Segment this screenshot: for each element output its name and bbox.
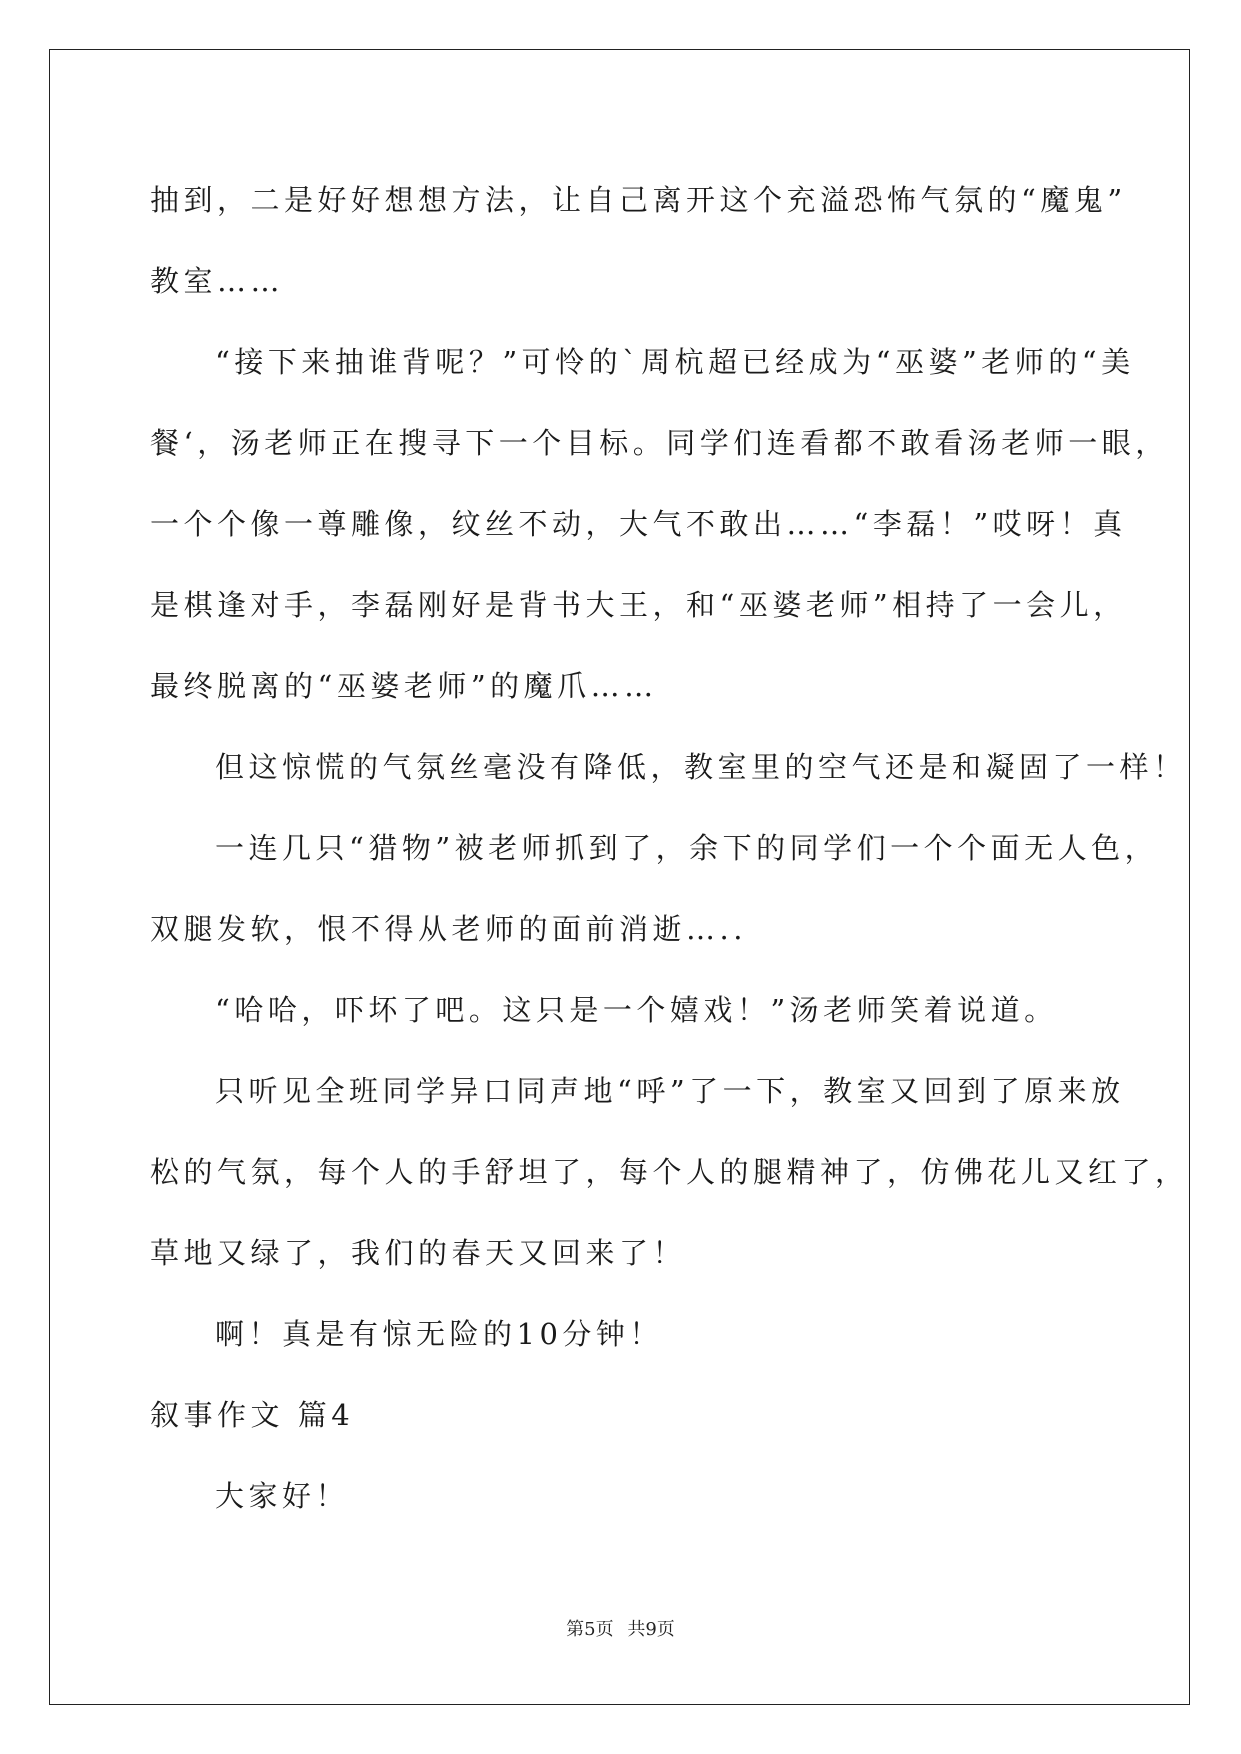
section-heading: 叙事作文 篇4 — [150, 1398, 355, 1432]
text-line-2: 教室…… — [150, 264, 285, 298]
text-line-11: “哈哈，吓坏了吧。这只是一个嬉戏！”汤老师笑着说道。 — [215, 993, 1058, 1027]
text-line-5: 一个个像一尊雕像，纹丝不动，大气不敢出……“李磊！”哎呀！真 — [150, 507, 1127, 541]
text-line-14: 草地又绿了，我们的春天又回来了！ — [150, 1236, 687, 1270]
text-line-3: “接下来抽谁背呢？”可怜的`周杭超已经成为“巫婆”老师的“美 — [215, 345, 1135, 379]
text-line-6: 是棋逢对手，李磊刚好是背书大王，和“巫婆老师”相持了一会儿， — [150, 588, 1127, 622]
page-total: 共9页 — [627, 1619, 675, 1640]
text-line-12: 只听见全班同学异口同声地“呼”了一下，教室又回到了原来放 — [215, 1074, 1125, 1108]
text-line-1: 抽到，二是好好想想方法，让自己离开这个充溢恐怖气氛的“魔鬼” — [150, 183, 1127, 217]
text-line-15: 啊！真是有惊无险的10分钟！ — [215, 1317, 663, 1351]
page-footer — [0, 1615, 1241, 1641]
text-line-8: 但这惊慌的气氛丝毫没有降低，教室里的空气还是和凝固了一样！ — [215, 750, 1187, 784]
page-number: 第5页 — [566, 1619, 614, 1640]
text-line-10: 双腿发软，恨不得从老师的面前消逝….. — [150, 912, 747, 946]
text-line-7: 最终脱离的“巫婆老师”的魔爪…… — [150, 669, 658, 703]
text-line-4: 餐‘，汤老师正在搜寻下一个目标。同学们连看都不敢看汤老师一眼， — [150, 426, 1169, 460]
text-line-9: 一连几只“猎物”被老师抓到了，余下的同学们一个个面无人色， — [215, 831, 1159, 865]
text-line-13: 松的气氛，每个人的手舒坦了，每个人的腿精神了，仿佛花儿又红了， — [150, 1155, 1189, 1189]
document-body — [150, 160, 1189, 1537]
text-line-17: 大家好！ — [215, 1479, 350, 1513]
